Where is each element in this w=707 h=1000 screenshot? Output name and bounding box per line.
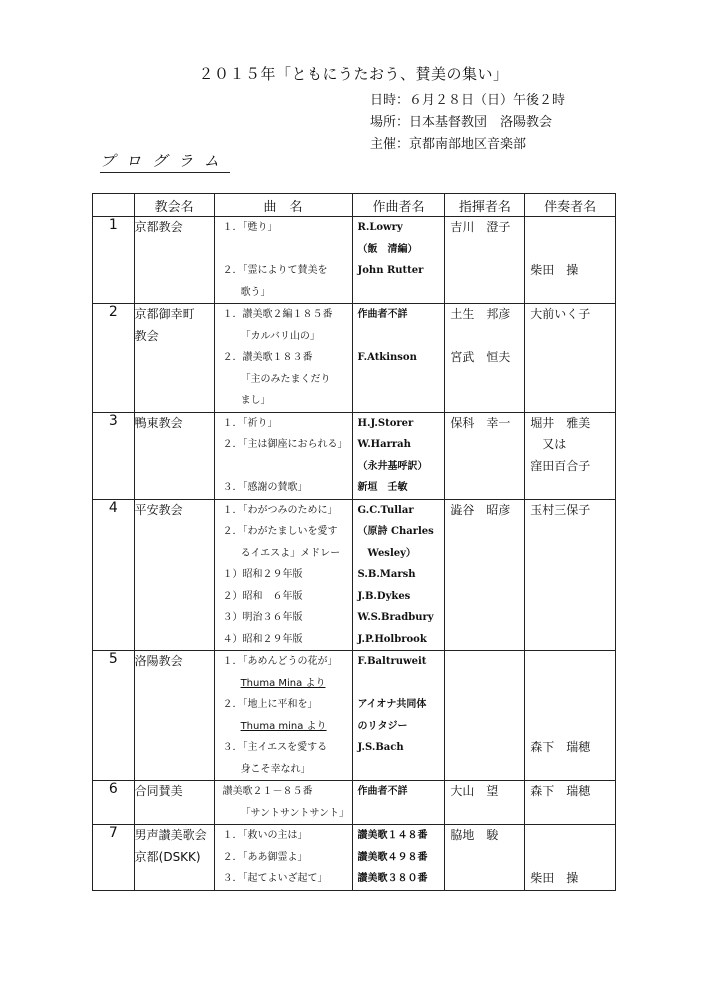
church-name: 京都教会 <box>134 220 183 234</box>
event-host: 主催：京都南部地区音楽部 <box>370 137 527 152</box>
song-title: Thuma mina より <box>240 720 327 732</box>
composer-name <box>353 803 445 825</box>
church-name: 男声讃美歌会 <box>134 828 207 842</box>
header-composer: 作曲者名 <box>352 194 445 217</box>
song-title: まし」 <box>240 395 271 406</box>
conductor-name: 澁谷 昭彦 <box>450 502 511 517</box>
accompanist-name <box>525 673 615 695</box>
accompanist-name: 森下 瑞穂 <box>530 784 591 798</box>
page-title: ２０１５年「ともにうたおう、賛美の集い」 <box>198 65 509 83</box>
composer-name: 新垣 壬敏 <box>357 482 408 493</box>
composer-name: S.B.Marsh <box>357 569 416 580</box>
row-number: 7 <box>93 825 135 891</box>
song-title: 「主のみたまくだり <box>240 373 331 385</box>
song-title-cell <box>214 781 352 825</box>
composer-name: のリタジー <box>357 720 408 732</box>
accompanist-name <box>525 239 615 261</box>
table-row <box>93 412 616 499</box>
composer-name: （永井基呼訳） <box>357 460 428 472</box>
song-title: ３．「感謝の賛歌」 <box>222 482 308 493</box>
accompanist-name: 大前いく子 <box>530 307 591 321</box>
table-row <box>93 825 616 891</box>
composer-name-cell <box>352 781 445 825</box>
composer-name: W.S.Bradbury <box>357 612 434 623</box>
composer-name-cell <box>352 412 445 499</box>
conductor-name-cell <box>445 781 525 825</box>
church-name: 教会 <box>134 328 159 343</box>
composer-name: Wesley） <box>357 547 416 559</box>
accompanist-name <box>525 825 615 847</box>
conductor-name-cell <box>445 412 525 499</box>
row-number: 4 <box>93 499 135 651</box>
song-title <box>215 456 352 478</box>
conductor-name-cell <box>445 825 525 891</box>
event-datetime: 日時：６月２８日（日）午後２時 <box>370 93 566 108</box>
accompanist-name-cell <box>525 217 616 304</box>
accompanist-name: 柴田 操 <box>530 263 579 277</box>
accompanist-name-cell <box>525 412 616 499</box>
composer-name <box>353 673 445 695</box>
church-name: 洛陽教会 <box>134 654 183 668</box>
table-row <box>93 651 616 781</box>
song-title: １．「わがつみのために」 <box>222 504 338 516</box>
accompanist-name <box>525 651 615 673</box>
composer-name <box>353 282 445 304</box>
table-row <box>93 499 616 651</box>
event-place: 場所：日本基督教団 洛陽教会 <box>370 115 553 130</box>
song-title: ２．「霊によりて賛美を <box>222 265 328 276</box>
accompanist-name-cell <box>525 304 616 413</box>
song-title: 「サントサントサント」 <box>240 807 350 819</box>
composer-name-cell <box>352 825 445 891</box>
song-title: ２．「ああ御霊よ」 <box>222 851 308 863</box>
accompanist-name <box>525 694 615 716</box>
song-title-cell <box>214 217 352 304</box>
church-name-cell <box>134 825 214 891</box>
composer-name: F.Baltruweit <box>357 656 427 667</box>
song-title: ３．「主イエスを愛する <box>222 742 328 753</box>
church-name: 合同賛美 <box>134 784 183 798</box>
composer-name: 讃美歌４９８番 <box>357 851 428 863</box>
composer-name <box>353 326 445 348</box>
header-conductor: 指揮者名 <box>445 194 525 217</box>
song-title: ２．讃美歌１８３番 <box>222 352 313 363</box>
composer-name-cell <box>352 499 445 651</box>
conductor-name-cell <box>445 499 525 651</box>
row-number: 2 <box>93 304 135 413</box>
conductor-name: 宮武 恒夫 <box>450 350 511 364</box>
program-heading: プログラム <box>100 150 230 173</box>
song-title-cell <box>214 825 352 891</box>
song-title: １．「救いの主は」 <box>222 830 308 841</box>
composer-name: R.Lowry <box>357 222 403 233</box>
conductor-name-cell <box>445 651 525 781</box>
song-title: ２．「地上に平和を」 <box>222 699 318 710</box>
church-name-cell <box>134 217 214 304</box>
conductor-name: 土生 邦彦 <box>450 307 511 321</box>
composer-name: 讃美歌３８０番 <box>357 873 428 884</box>
song-title: １）昭和２９年版 <box>222 569 303 580</box>
accompanist-name-cell <box>525 825 616 891</box>
church-name: 京都(DSKK) <box>134 849 201 864</box>
song-title: ２）昭和 ６年版 <box>222 590 303 602</box>
song-title: 讃美歌２１－８５番 <box>222 786 313 797</box>
composer-name: 作曲者不詳 <box>357 309 408 320</box>
church-name: 平安教会 <box>134 502 183 517</box>
song-title: １．「祈り」 <box>222 417 278 429</box>
accompanist-name: 窪田百合子 <box>530 458 591 473</box>
accompanist-name-cell <box>525 651 616 781</box>
accompanist-name-cell <box>525 781 616 825</box>
accompanist-name <box>525 847 615 869</box>
composer-name <box>353 759 445 781</box>
composer-name: G.C.Tullar <box>357 504 414 516</box>
church-name-cell <box>134 651 214 781</box>
composer-name: J.S.Bach <box>357 742 404 753</box>
table-row <box>93 781 616 825</box>
header-church: 教会名 <box>134 194 214 217</box>
song-title: ２．「主は御座におられる」 <box>222 439 348 450</box>
row-number: 6 <box>93 781 135 825</box>
header-number <box>93 194 135 217</box>
composer-name-cell <box>352 304 445 413</box>
song-title-cell <box>214 412 352 499</box>
accompanist-name: 森下 瑞穂 <box>530 740 591 754</box>
table-row <box>93 217 616 304</box>
song-title-cell <box>214 651 352 781</box>
song-title-cell <box>214 499 352 651</box>
conductor-name-cell <box>445 304 525 413</box>
church-name-cell <box>134 304 214 413</box>
composer-name: 作曲者不詳 <box>357 786 408 797</box>
conductor-name: 保科 幸一 <box>450 415 511 430</box>
row-number: 1 <box>93 217 135 304</box>
composer-name: John Rutter <box>357 265 424 276</box>
song-title: ４）昭和２９年版 <box>222 633 303 645</box>
church-name: 京都御幸町 <box>134 307 195 321</box>
song-title: 「カルバリ山の」 <box>240 330 320 342</box>
church-name-cell <box>134 412 214 499</box>
composer-name: J.B.Dykes <box>357 590 411 602</box>
table-header-row <box>93 194 616 217</box>
song-title: ３．「起てよいざ起て」 <box>222 873 328 884</box>
church-name-cell <box>134 781 214 825</box>
song-title <box>215 239 352 261</box>
program-table <box>92 193 616 891</box>
conductor-name: 吉川 澄子 <box>450 220 511 234</box>
song-title: １．讃美歌２編１８５番 <box>222 309 333 320</box>
accompanist-name <box>525 217 615 239</box>
church-name-cell <box>134 499 214 651</box>
composer-name: J.P.Holbrook <box>357 633 427 645</box>
accompanist-name: 玉村三保子 <box>530 502 591 517</box>
composer-name-cell <box>352 651 445 781</box>
song-title: １．「あめんどうの花が」 <box>222 656 338 667</box>
accompanist-name-cell <box>525 499 616 651</box>
song-title: 歌う」 <box>240 286 271 298</box>
church-name: 鴨東教会 <box>134 415 183 430</box>
composer-name: 讃美歌１４８番 <box>357 830 428 841</box>
accompanist-name: 柴田 操 <box>530 871 579 885</box>
header-song: 曲 名 <box>214 194 352 217</box>
row-number: 5 <box>93 651 135 781</box>
conductor-name: 大山 望 <box>450 784 499 798</box>
song-title: 身こそ幸なれ」 <box>240 763 311 775</box>
composer-name <box>353 390 445 412</box>
composer-name: アイオナ共同体 <box>357 699 427 710</box>
song-title: ３）明治３６年版 <box>222 612 303 623</box>
conductor-name: 脇地 駿 <box>450 828 499 842</box>
row-number: 3 <box>93 412 135 499</box>
song-title: ２．「わがたましいを愛す <box>222 526 338 537</box>
composer-name: W.Harrah <box>357 439 411 450</box>
composer-name: （原詩 Charles <box>357 526 434 537</box>
composer-name: F.Atkinson <box>357 352 417 363</box>
composer-name <box>353 369 445 391</box>
song-title-cell <box>214 304 352 413</box>
composer-name-cell <box>352 217 445 304</box>
composer-name: （飯 清編） <box>357 243 418 255</box>
accompanist-name: 堀井 雅美 <box>530 415 591 430</box>
accompanist-name <box>525 716 615 738</box>
accompanist-name: 又は <box>530 437 567 451</box>
song-title: １．「甦り」 <box>222 222 278 233</box>
conductor-name-cell <box>445 217 525 304</box>
conductor-name <box>445 651 524 673</box>
table-row <box>93 304 616 413</box>
song-title: るイエスよ」メドレー <box>240 547 341 559</box>
conductor-name <box>445 326 524 348</box>
composer-name: H.J.Storer <box>357 417 414 429</box>
header-accompanist: 伴奏者名 <box>525 194 616 217</box>
song-title: Thuma Mina より <box>240 677 326 689</box>
